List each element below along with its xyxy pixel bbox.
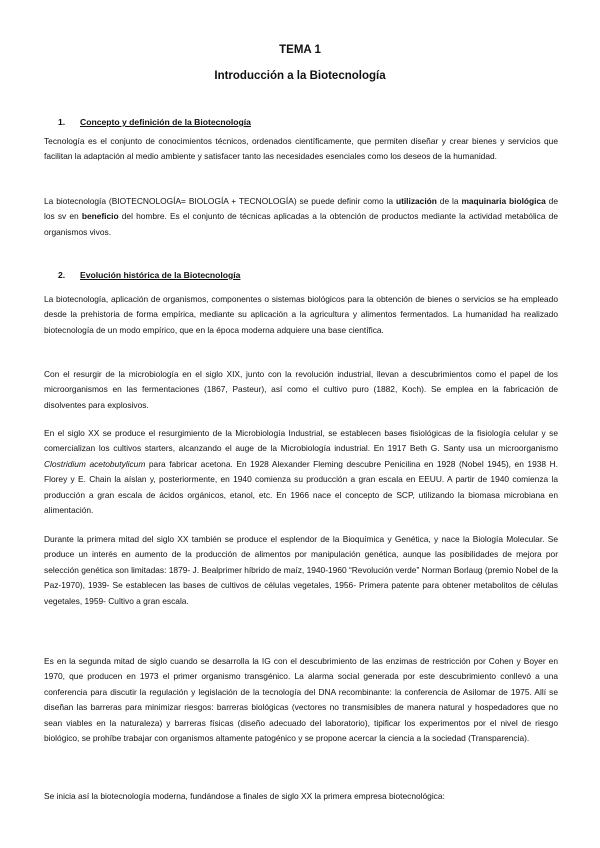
doc-title: TEMA 1 — [279, 44, 321, 56]
s1-p2-text: de los sv en — [44, 196, 558, 222]
section-2-heading — [58, 270, 240, 280]
s1-p2-bold-utilizacion: utilización — [395, 196, 437, 206]
s2-paragraph-3 — [44, 426, 558, 518]
s1-paragraph-1: Tecnología es el conjunto de conocimientos técnicos, ordenados científicamente, que permiten diseñar y crear bienes y servicios que facilitan la adaptación al medio ambiente y satisfacer tanto las necesidades esenciales como los deseos de la humanidad. — [44, 136, 558, 162]
s2-paragraph-2: Con el resurgir de la microbiología en el siglo XIX, junto con la revolución industrial, llevan a descubrimientos como el papel de los microorganismos en las fermentaciones (1867, Pasteur), así como el cultivo puro (1882, Koch). Se emplea en la fabricación de disolventes para explosivos. — [44, 369, 558, 410]
s2-paragraph-5: Es en la segunda mitad de siglo cuando se desarrolla la IG con el descubrimiento de las enzimas de restricción por Cohen y Boyer en 1970, que producen en 1973 el primer organismo transgénico. La alarma social generada por este descubrimiento conllevó a una conferencia para discutir la regulación y legislación de la tecnología del DNA recombinante: la conferencia de Asilomar de 1975. Allí se diseñan las barreras para minimizar riesgos: barreras biológicas (vectores no transmisibles de manera natural y hospedadores que no sean viables en la naturaleza) y barreras físicas (diseño adecuado del laboratorio), tipificar los experimentos por el nivel de riesgo biológico, se prohíbe trabajar con organismos altamente patogénico y se propone acercar la ciencia a la sociedad (Transparencia). — [44, 656, 558, 744]
section-1-number: 1. — [58, 117, 66, 127]
doc-subtitle: Introducción a la Biotecnología — [214, 70, 386, 82]
s1-p2-bold-maquinaria: maquinaria biológica — [461, 196, 546, 206]
s2-paragraph-1: La biotecnología, aplicación de organismos, componentes o sistemas biológicos para la obtención de bienes o servicios se ha empleado desde la prehistoria de forma empírica, mediante su aplicación a la agricultura y alimentos fermentados. La humanidad ha realizado biotecnología de un modo empírico, que en la época moderna adquiere una base científica. — [44, 294, 558, 335]
section-1-title: Concepto y definición de la Biotecnología — [80, 117, 251, 127]
s1-p2-bold-beneficio: beneficio — [81, 211, 119, 222]
s2-p3-italic-species: Clostridium acetobutylicum — [44, 458, 146, 469]
section-1-heading — [58, 117, 251, 127]
s2-paragraph-4: Durante la primera mitad del siglo XX también se produce el esplendor de la Bioquímica y Genética, y nace la Biología Molecular. Se produce un interés en aumento de la producción de alimentos por manipulación genética, aunque las posibilidades de mejora por selección genética son limitadas: 1879- J. Bealprimer híbrido de maíz, 1940-1960 “Revolución verde” Norman Borlaug (premio Nobel de la Paz-1970), 1939- Se establecen las bases de cultivos de células vegetales, 1956- Primera patente para obtener metabolitos de células vegetales, 1959- Cultivo a gran escala. — [44, 534, 558, 606]
s1-p2-text: del hombre. Es el conjunto de técnicas aplicadas a la obtención de productos mediante la actividad metabólica de organismos vivos. — [44, 211, 558, 237]
s1-p2-text: La biotecnología (BIOTECNOLOGÍA= BIOLOGÍA + TECNOLOGÍA) se puede definir como la — [44, 196, 396, 206]
section-2-number: 2. — [58, 270, 66, 280]
s2-p3-text: para fabricar acetona. En 1928 Alexander Fleming descubre Penicilina en 1928 (Nobel 1945), en 1938 H. Florey y E. Chain la aíslan y, posteriormente, en 1940 comienza su producción a gran escala en EEUU. A partir de 1940 comienza la producción a gran escala de ácidos orgánicos, etanol, etc. En 1966 nace el concepto de SCP, utilizando la biomasa microbiana en alimentación. — [44, 458, 558, 516]
s2-paragraph-6: Se inicia así la biotecnología moderna, fundándose a finales de siglo XX la primera empresa biotecnológica: — [44, 791, 445, 801]
s1-p2-text: de la — [436, 196, 462, 206]
s1-paragraph-2 — [44, 194, 558, 240]
s2-p3-text: En el siglo XX se produce el resurgimiento de la Microbiología Industrial, se establecen bases fisiológicas de la fisiología celular y se comercializan los cultivos starters, alcanzando el auge de la Microbiología industrial. En 1917 Beth G. Santy usa un microorganismo — [44, 428, 558, 454]
section-2-title: Evolución histórica de la Biotecnología — [80, 270, 241, 280]
